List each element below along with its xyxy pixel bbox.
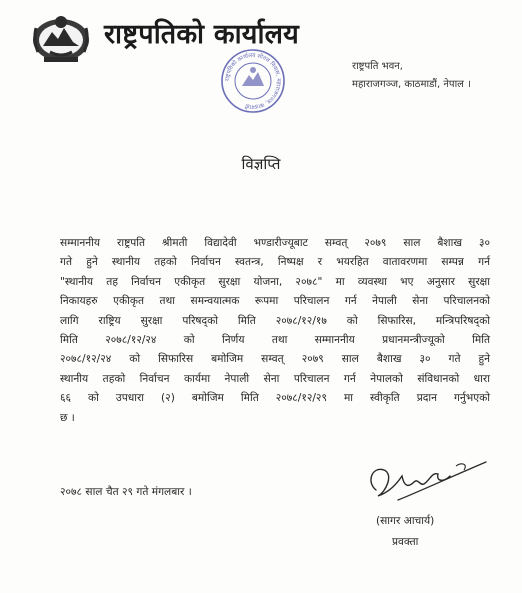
office-seal-stamp	[220, 48, 286, 114]
notice-body	[60, 234, 490, 428]
signatory-name: (सागर आचार्य)	[376, 515, 435, 527]
body-line: गते हुने स्थानीय तहको निर्वाचन स्वतन्त्र, निष्पक्ष र भयरहित वातावरणमा सम्पन्न गर्न	[60, 256, 490, 269]
signatory-role: प्रवक्ता	[392, 536, 419, 548]
office-name: राष्ट्रपतिको कार्यालय	[104, 19, 299, 50]
body-line: २०७८/१२/२४ को सिफारिस बमोजिम सम्वत् २०७९ साल बैशाख ३० गते हुने	[60, 353, 490, 366]
body-line: ६६ को उपधारा (२) बमोजिम मिति २०७८/१२/२९ मा स्वीकृति प्रदान गर्नुभएको	[60, 392, 490, 405]
address-line-2: महाराजगञ्ज, काठमाडौं, नेपाल ।	[352, 79, 471, 90]
nepal-emblem-icon	[30, 10, 92, 64]
body-line: "स्थानीय तह निर्वाचन एकीकृत सुरक्षा योजना, २०७८" मा व्यवस्था भए अनुसार सुरक्षा	[60, 275, 490, 288]
body-line: निकायहरु एकीकृत तथा समन्वयात्मक रूपमा परिचालन गर्न नेपाली सेना परिचालनको	[60, 295, 490, 308]
body-line: सम्माननीय राष्ट्रपति श्रीमती विद्यादेवी भण्डारीज्यूबाट सम्वत् २०७९ साल बैशाख ३०	[60, 237, 490, 249]
body-line: लागि राष्ट्रिय सुरक्षा परिषद्को मिति २०७८/१२/१७ को सिफारिस, मन्त्रिपरिषद्को	[60, 314, 490, 327]
handwritten-signature	[358, 452, 493, 512]
notice-title: विज्ञप्ति	[241, 155, 281, 173]
body-line: मिति २०७८/१२/२४ को निर्णय तथा सम्माननीय प्रधानमन्त्रीज्यूको मिति	[60, 334, 490, 347]
body-line: स्थानीय तहको निर्वाचन कार्यमा नेपाली सेना परिचालन गर्न नेपालको संविधानको धारा	[60, 372, 490, 385]
notice-dateline: २०७८ साल चैत २९ गते मंगलबार ।	[60, 486, 192, 498]
seal-text: राष्ट्रपतिको कार्यालय शीतल निवास, महाराजगञ्ज, काठमाडौं	[224, 52, 282, 110]
office-address	[352, 58, 471, 94]
address-line-1: राष्ट्रपति भवन,	[352, 61, 403, 72]
body-line: छ ।	[60, 411, 75, 424]
